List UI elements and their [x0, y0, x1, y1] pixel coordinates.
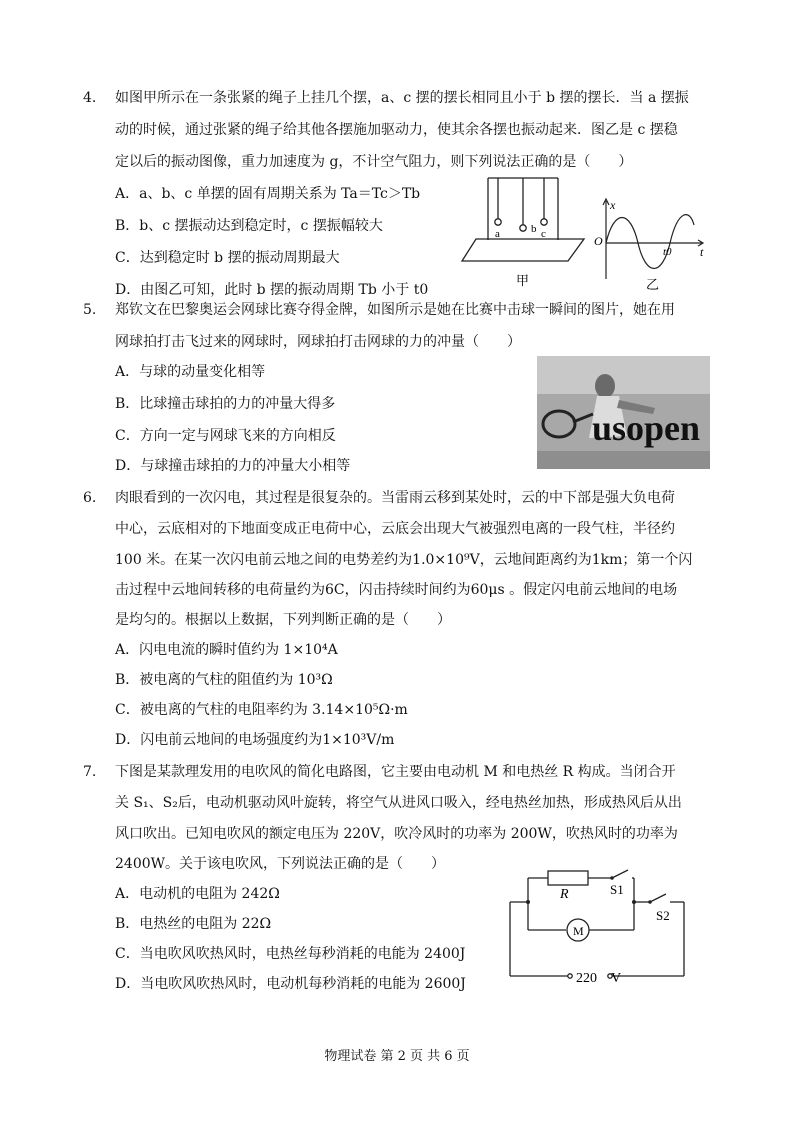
axis-label-x: x — [610, 198, 616, 212]
question-text-line: 击过程中云地间转移的电荷量约为6C，闪击持续时间约为60μs 。假定闪电前云地间的电场 — [115, 582, 678, 598]
question-number: 6. — [83, 490, 97, 506]
origin-label: O — [594, 234, 603, 248]
figure-caption-jia: 甲 — [516, 273, 530, 288]
question-text-line: 郑钦文在巴黎奥运会网球比赛夺得金牌，如图所示是她在比赛中击球一瞬间的图片，她在用 — [115, 302, 675, 318]
pendulum-figure — [460, 175, 590, 295]
question-text-line: 100 米。在某一次闪电前云地之间的电势差约为1.0×10⁹V，云地间距离约为1km；第一个闪 — [115, 552, 693, 568]
question-text-line: 动的时候，通过张紧的绳子给其他各摆施加驱动力，使其余各摆也振动起来．图乙是 c 摆稳 — [115, 122, 678, 138]
option-c: C．被电离的气柱的电阻率约为 3.14×10⁵Ω·m — [115, 702, 408, 718]
option-a: A．闪电电流的瞬时值约为 1×10⁴A — [115, 642, 338, 658]
option-c: C．达到稳定时 b 摆的振动周期最大 — [115, 250, 340, 266]
pendulum-label-c: c — [541, 228, 546, 240]
question-number: 4. — [83, 90, 97, 106]
photo-banner-text: usopen — [592, 408, 701, 448]
option-c: C．当电吹风吹热风时，电热丝每秒消耗的电能为 2400J — [115, 946, 466, 962]
question-text-line: 定以后的振动图像，重力加速度为 g，不计空气阻力，则下列说法正确的是（ ） — [115, 154, 633, 170]
oscillation-graph — [590, 195, 710, 295]
circuit-diagram — [500, 858, 695, 988]
option-b: B．被电离的气柱的阻值约为 10³Ω — [115, 672, 333, 688]
option-d: D．闪电前云地间的电场强度约为1×10³V/m — [115, 732, 395, 748]
option-a: A．a、b、c 单摆的固有周期关系为 Ta＝Tc＞Tb — [115, 186, 421, 202]
figure-caption-yi: 乙 — [646, 277, 660, 292]
label-R: R — [560, 887, 569, 902]
question-text-line: 2400W。关于该电吹风，下列说法正确的是（ ） — [115, 856, 446, 872]
question-text-line: 下图是某款理发用的电吹风的简化电路图，它主要由电动机 M 和电热丝 R 构成。当闭合开 — [115, 764, 676, 780]
option-d: D．当电吹风吹热风时，电动机每秒消耗的电能为 2600J — [115, 976, 466, 992]
option-c: C．方向一定与网球飞来的方向相反 — [115, 428, 336, 444]
question-text-line: 中心，云底相对的下地面变成正电荷中心，云底会出现大气被强烈电离的一段气柱，半径约 — [115, 521, 675, 537]
option-d: D．与球撞击球拍的力的冲量大小相等 — [115, 458, 351, 474]
question-number: 5. — [83, 302, 97, 318]
option-b: B．电热丝的电阻为 22Ω — [115, 916, 272, 932]
question-text-line: 如图甲所示在一条张紧的绳子上挂几个摆，a、c 摆的摆长相同且小于 b 摆的摆长．当 a 摆振 — [115, 90, 689, 106]
option-d: D．由图乙可知，此时 b 摆的振动周期 Tb 小于 t0 — [115, 282, 429, 298]
axis-label-t: t — [700, 245, 704, 259]
tennis-photo — [537, 356, 710, 469]
pendulum-label-a: a — [495, 228, 500, 240]
label-S1: S1 — [610, 882, 624, 897]
sine-curve — [606, 215, 694, 269]
question-text-line: 风口吹出。已知电吹风的额定电压为 220V，吹冷风时的功率为 200W，吹热风时的功率为 — [115, 826, 678, 842]
option-b: B．比球撞击球拍的力的冲量大得多 — [115, 396, 336, 412]
page-footer: 物理试卷 第 2 页 共 6 页 — [324, 1049, 470, 1064]
question-text-line: 是均匀的。根据以上数据，下列判断正确的是（ ） — [115, 612, 451, 628]
pendulum-label-b: b — [531, 223, 537, 235]
option-b: B．b、c 摆振动达到稳定时，c 摆振幅较大 — [115, 218, 383, 234]
label-M: M — [573, 924, 584, 938]
option-a: A．电动机的电阻为 242Ω — [115, 886, 280, 902]
label-voltage: 220 V — [576, 971, 622, 986]
question-text-line: 关 S₁、S₂后，电动机驱动风叶旋转，将空气从进风口吸入，经电热丝加热，形成热风后从出 — [115, 795, 682, 811]
option-a: A．与球的动量变化相等 — [115, 364, 266, 380]
label-S2: S2 — [656, 908, 670, 923]
t0-label: t0 — [663, 246, 672, 258]
question-text-line: 网球拍打击飞过来的网球时，网球拍打击网球的力的冲量（ ） — [115, 334, 521, 350]
heater-resistor-R — [548, 871, 588, 885]
question-number: 7. — [83, 764, 97, 780]
question-text-line: 肉眼看到的一次闪电，其过程是很复杂的。当雷雨云移到某处时，云的中下部是强大负电荷 — [115, 490, 675, 506]
